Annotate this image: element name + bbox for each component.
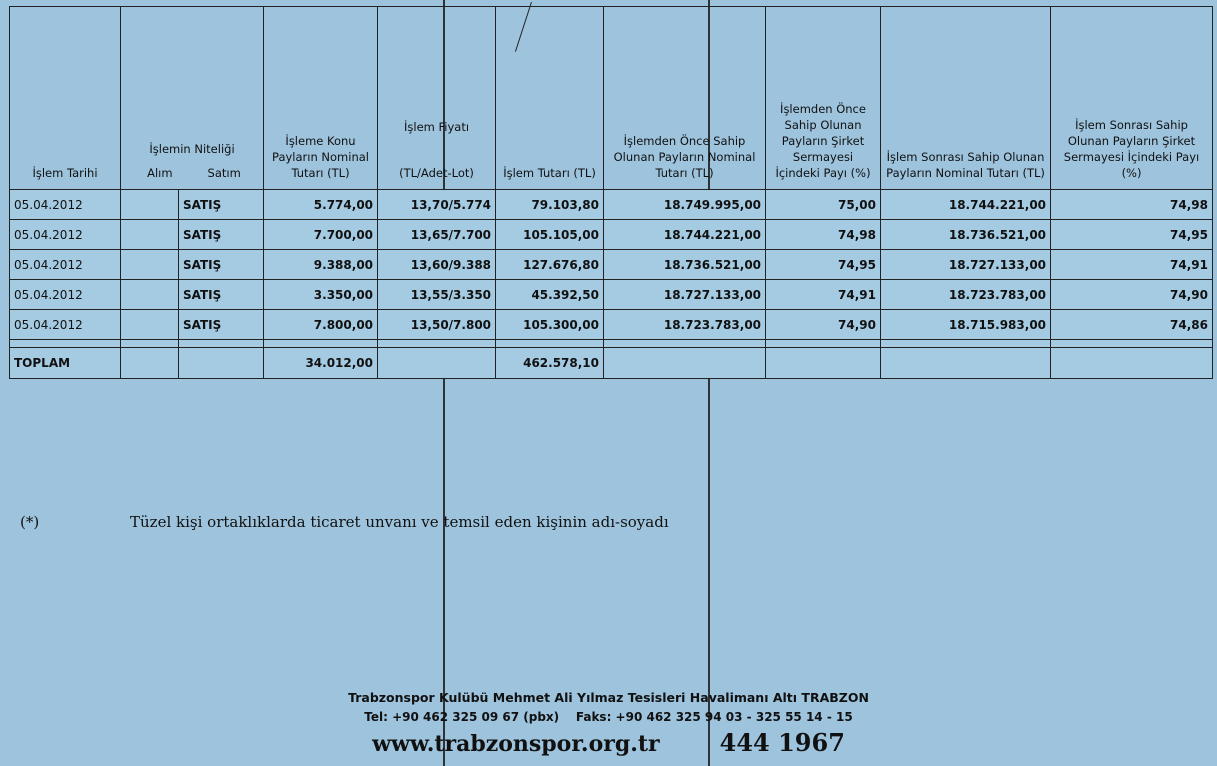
- cell-after-nominal: 18.744.221,00: [881, 190, 1051, 220]
- col-header-price: [378, 7, 496, 190]
- price-unit: (TL/Adet-Lot): [399, 165, 474, 180]
- cell-after-share: 74,91: [1051, 250, 1213, 280]
- cell-before-share: 75,00: [766, 190, 881, 220]
- cell-before-nominal: 18.744.221,00: [604, 220, 766, 250]
- footnote-marker: (*): [20, 513, 40, 531]
- col-header-amount: İşlem Tutarı (TL): [496, 7, 604, 190]
- total-amount: 462.578,10: [496, 348, 604, 379]
- cell-price: 13,65/7.700: [378, 220, 496, 250]
- col-header-after-nominal: İşlem Sonrası Sahip Olunan Payların Nominal Tutarı (TL): [881, 7, 1051, 190]
- nature-label: İşlemin Niteliği: [149, 141, 235, 156]
- cell-date: 05.04.2012: [10, 220, 121, 250]
- cell-after-share: 74,95: [1051, 220, 1213, 250]
- cell-buy: [121, 220, 179, 250]
- cell-price: 13,55/3.350: [378, 280, 496, 310]
- col-header-before-nominal: İşlemden Önce Sahip Olunan Payların Nominal Tutarı (TL): [604, 7, 766, 190]
- col-header-buy: Alım: [147, 165, 173, 180]
- cell-sell: SATIŞ: [179, 280, 264, 310]
- cell-buy: [121, 310, 179, 340]
- footnote-text: Tüzel kişi ortaklıklarda ticaret unvanı ve temsil eden kişinin adı-soyadı: [130, 513, 669, 531]
- table-row: [10, 220, 1213, 250]
- footer-web: [0, 728, 1217, 757]
- cell-price: 13,60/9.388: [378, 250, 496, 280]
- col-header-nominal: İşleme Konu Payların Nominal Tutarı (TL): [264, 7, 378, 190]
- cell-before-share: 74,95: [766, 250, 881, 280]
- transactions-table: [9, 6, 1213, 379]
- cell-after-nominal: 18.715.983,00: [881, 310, 1051, 340]
- cell-nominal: 7.700,00: [264, 220, 378, 250]
- col-header-before-share: İşlemden Önce Sahip Olunan Payların Şirket Sermayesi İçindeki Payı (%): [766, 7, 881, 190]
- table-header: [10, 7, 1213, 190]
- cell-sell: SATIŞ: [179, 220, 264, 250]
- cell-before-share: 74,91: [766, 280, 881, 310]
- footer-contact: Tel: +90 462 325 09 67 (pbx) Faks: +90 462 325 94 03 - 325 55 14 - 15: [364, 710, 853, 724]
- col-header-after-share: İşlem Sonrası Sahip Olunan Payların Şirket Sermayesi İçindeki Payı (%): [1051, 7, 1213, 190]
- cell-after-share: 74,90: [1051, 280, 1213, 310]
- cell-after-nominal: 18.727.133,00: [881, 250, 1051, 280]
- total-row: [10, 348, 1213, 379]
- cell-amount: 45.392,50: [496, 280, 604, 310]
- col-header-sell: Satım: [207, 165, 241, 180]
- cell-after-nominal: 18.723.783,00: [881, 280, 1051, 310]
- table-row: [10, 250, 1213, 280]
- cell-before-nominal: 18.723.783,00: [604, 310, 766, 340]
- cell-after-share: 74,86: [1051, 310, 1213, 340]
- cell-buy: [121, 280, 179, 310]
- cell-buy: [121, 190, 179, 220]
- cell-date: 05.04.2012: [10, 280, 121, 310]
- table-row: [10, 280, 1213, 310]
- cell-before-nominal: 18.749.995,00: [604, 190, 766, 220]
- table-row: [10, 310, 1213, 340]
- cell-before-share: 74,90: [766, 310, 881, 340]
- total-nominal: 34.012,00: [264, 348, 378, 379]
- cell-nominal: 5.774,00: [264, 190, 378, 220]
- cell-sell: SATIŞ: [179, 250, 264, 280]
- cell-price: 13,70/5.774: [378, 190, 496, 220]
- cell-buy: [121, 250, 179, 280]
- cell-sell: SATIŞ: [179, 310, 264, 340]
- cell-price: 13,50/7.800: [378, 310, 496, 340]
- cell-nominal: 7.800,00: [264, 310, 378, 340]
- cell-before-nominal: 18.727.133,00: [604, 280, 766, 310]
- cell-sell: SATIŞ: [179, 190, 264, 220]
- col-header-date: İşlem Tarihi: [10, 7, 121, 190]
- table-row: [10, 190, 1213, 220]
- cell-before-nominal: 18.736.521,00: [604, 250, 766, 280]
- cell-date: 05.04.2012: [10, 190, 121, 220]
- footer-website: www.trabzonspor.org.tr: [372, 731, 660, 757]
- footer-address: Trabzonspor Kulübü Mehmet Ali Yılmaz Tesisleri Havalimanı Altı TRABZON: [348, 690, 869, 705]
- cell-before-share: 74,98: [766, 220, 881, 250]
- cell-nominal: 3.350,00: [264, 280, 378, 310]
- cell-after-nominal: 18.736.521,00: [881, 220, 1051, 250]
- footer-phone: 444 1967: [719, 728, 845, 757]
- cell-nominal: 9.388,00: [264, 250, 378, 280]
- price-label: İşlem Fiyatı: [403, 119, 470, 134]
- cell-date: 05.04.2012: [10, 250, 121, 280]
- total-label: TOPLAM: [10, 348, 121, 379]
- cell-after-share: 74,98: [1051, 190, 1213, 220]
- cell-amount: 105.105,00: [496, 220, 604, 250]
- cell-amount: 127.676,80: [496, 250, 604, 280]
- spacer-row: [10, 340, 1213, 348]
- cell-date: 05.04.2012: [10, 310, 121, 340]
- cell-amount: 79.103,80: [496, 190, 604, 220]
- cell-amount: 105.300,00: [496, 310, 604, 340]
- col-header-nature: [121, 7, 264, 190]
